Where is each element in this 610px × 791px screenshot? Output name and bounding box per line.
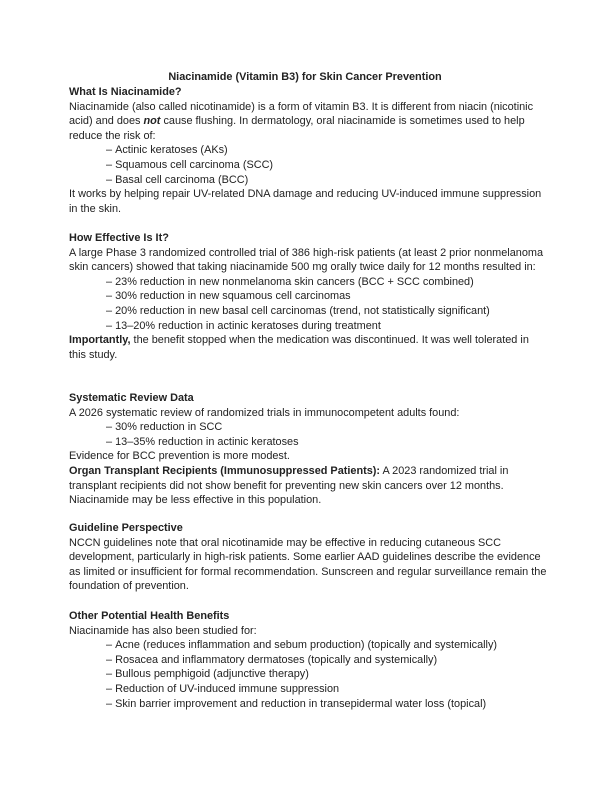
effectiveness-note-text: the benefit stopped when the medication was discontinued. It was well tolerated in this study. xyxy=(69,334,529,361)
list-item: – 13–35% reduction in actinic keratoses xyxy=(106,435,547,450)
list-item: – 13–20% reduction in actinic keratoses during treatment xyxy=(106,319,547,334)
list-item: – Reduction of UV-induced immune suppression xyxy=(106,682,547,697)
review-intro: A 2026 systematic review of randomized trials in immunocompetent adults found: xyxy=(69,406,460,419)
list-item: – Squamous cell carcinoma (SCC) xyxy=(106,158,547,173)
benefits-list xyxy=(69,638,547,711)
list-item: – 23% reduction in new nonmelanoma skin cancers (BCC + SCC combined) xyxy=(106,275,547,290)
list-item: – 30% reduction in SCC xyxy=(106,420,547,435)
guideline-text: NCCN guidelines note that oral nicotinamide may be effective in reducing cutaneous SCC development, particularly in high-risk patients. Some earlier AAD guidelines describe the evidence as limited or insufficient for formal recommendation. Sunscreen and regular surveillance remain the foundation of prevention. xyxy=(69,536,547,593)
effectiveness-note xyxy=(69,333,547,362)
section-systematic-review xyxy=(69,391,547,508)
section-guideline xyxy=(69,521,547,594)
list-item: – 20% reduction in new basal cell carcinomas (trend, not statistically significant) xyxy=(106,304,547,319)
section-what-is xyxy=(69,85,547,216)
list-item: – Actinic keratoses (AKs) xyxy=(106,143,547,158)
heading-effectiveness: How Effective Is It? xyxy=(69,232,169,244)
effectiveness-list xyxy=(69,275,547,333)
list-item: – Skin barrier improvement and reduction in transepidermal water loss (topical) xyxy=(106,697,547,712)
heading-what-is: What Is Niacinamide? xyxy=(69,86,182,98)
what-is-intro xyxy=(69,100,547,144)
effectiveness-note-bold: Importantly, xyxy=(69,334,131,347)
what-is-list xyxy=(69,143,547,187)
section-other-benefits xyxy=(69,609,547,711)
what-is-closing: It works by helping repair UV-related DNA damage and reducing UV-induced immune suppression in the skin. xyxy=(69,188,542,215)
list-item: – Bullous pemphigoid (adjunctive therapy) xyxy=(106,667,547,682)
effectiveness-intro: A large Phase 3 randomized controlled trial of 386 high-risk patients (at least 2 prior nonmelanoma skin cancers) showed that taking niacinamide 500 mg orally twice daily for 12 months resulted in: xyxy=(69,246,544,274)
heading-systematic-review: Systematic Review Data xyxy=(69,392,194,404)
list-item: – 30% reduction in new squamous cell carcinomas xyxy=(106,289,547,304)
review-list xyxy=(69,420,547,449)
transplant-text: A 2023 randomized trial in transplant recipients did not show benefit for preventing new skin cancers over 12 months. Niacinamide may be less effective in this population. xyxy=(69,464,509,507)
benefits-intro: Niacinamide has also been studied for: xyxy=(69,624,257,637)
what-is-intro-text-cont: cause flushing. In dermatology, oral niacinamide is sometimes used to help reduce the risk of: xyxy=(69,115,525,142)
review-evidence: Evidence for BCC prevention is more modest. xyxy=(69,450,290,463)
list-item: – Acne (reduces inflammation and sebum production) (topically and systemically) xyxy=(106,638,547,653)
list-item: – Rosacea and inflammatory dermatoses (topically and systemically) xyxy=(106,653,547,668)
heading-other-benefits: Other Potential Health Benefits xyxy=(69,610,230,622)
transplant-heading: Organ Transplant Recipients (Immunosuppressed Patients): xyxy=(69,464,381,477)
transplant-paragraph xyxy=(69,464,547,508)
section-effectiveness xyxy=(69,231,547,362)
heading-guideline: Guideline Perspective xyxy=(69,522,183,534)
what-is-intro-text: Niacinamide (also called nicotinamide) is a form of vitamin B3. It is different from niacin (nicotinic acid) and does xyxy=(69,100,534,128)
list-item: – Basal cell carcinoma (BCC) xyxy=(106,173,547,188)
what-is-emphasis: not xyxy=(143,115,161,128)
document-title: Niacinamide (Vitamin B3) for Skin Cancer Prevention xyxy=(168,71,442,83)
